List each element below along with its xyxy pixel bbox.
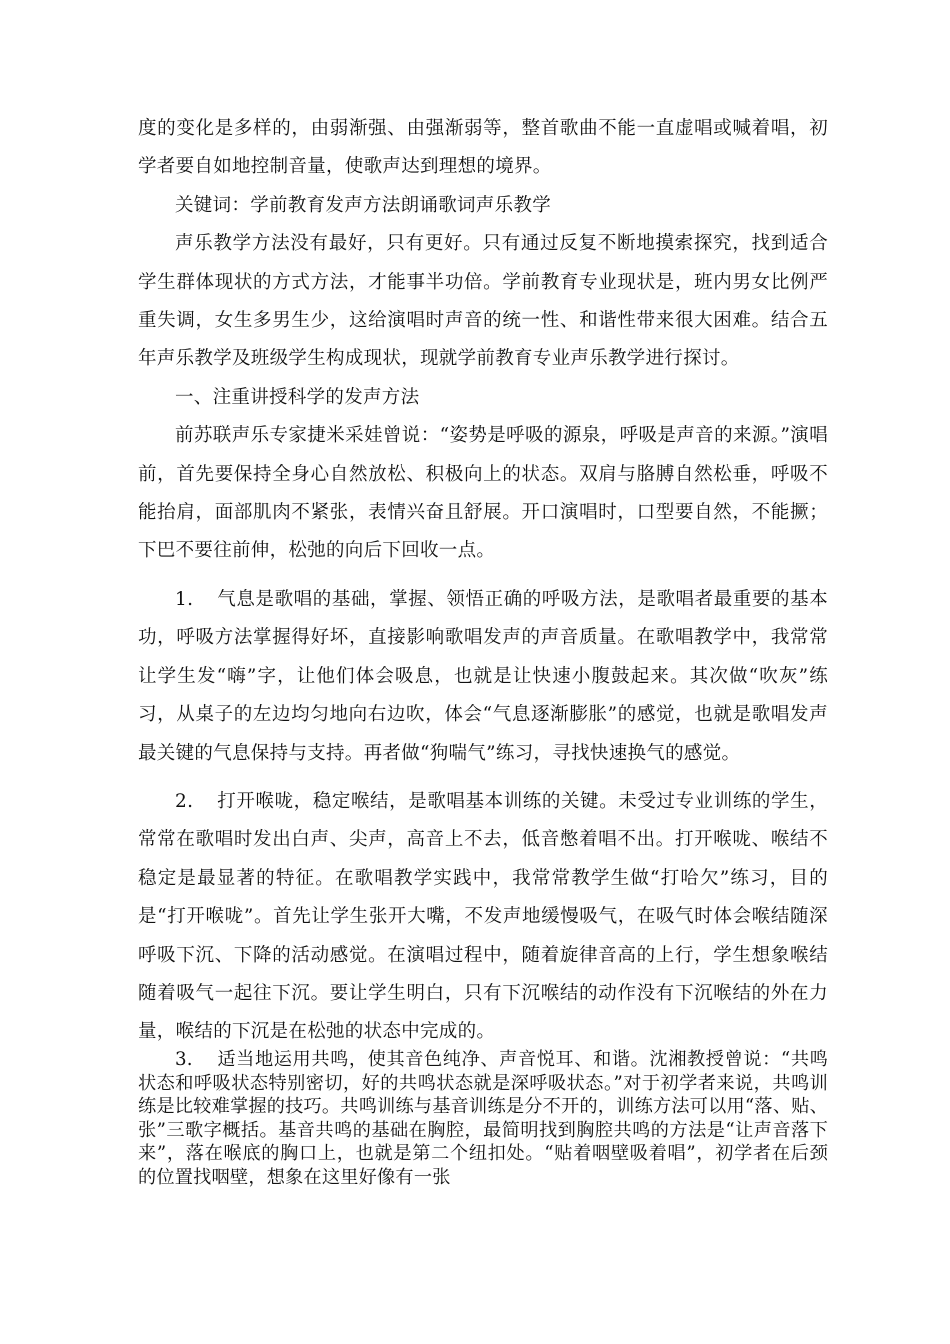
paragraph-intro: 声乐教学方法没有最好，只有更好。只有通过反复不断地摸索探究，找到适合学生群体现状的方式方法，才能事半功倍。学前教育专业现状是，班内男女比例严重失调，女生多男生少，这给演唱时声音的统一性、和谐性带来很大困难。结合五年声乐教学及班级学生构成现状，现就学前教育专业声乐教学进行探讨。 — [138, 233, 828, 370]
body-text — [138, 110, 828, 1052]
keywords-line: 关键词：学前教育发声方法朗诵歌词声乐教学 — [175, 194, 552, 216]
list-item-number: 3. — [175, 1049, 193, 1070]
list-item-resonance — [138, 1048, 828, 1190]
list-item-breathing — [138, 581, 828, 773]
list-item-text: 适当地运用共鸣，使其音色纯净、声音悦耳、和谐。沈湘教授曾说：“共鸣状态和呼吸状态特别密切，好的共鸣状态就是深呼吸状态。”对于初学者来说，共鸣训练是比较难掌握的技巧。共鸣训练与基音训练是分不开的，训练方法可以用“落、贴、张”三歌字概括。基音共鸣的基础在胸腔，最简明找到胸腔共鸣的方法是“让声音落下来”，落在喉底的胸口上，也就是第二个纽扣处。“贴着咽壁吸着唱”，初学者在后颈的位置找咽壁，想象在这里好像有一张 — [138, 1049, 828, 1188]
list-item-throat — [138, 783, 828, 1052]
list-item-number: 1. — [175, 588, 194, 610]
section-heading: 一、注重讲授科学的发声方法 — [175, 386, 420, 408]
list-item-text: 气息是歌唱的基础，掌握、领悟正确的呼吸方法，是歌唱者最重要的基本功，呼吸方法掌握得好坏，直接影响歌唱发声的声音质量。在歌唱教学中，我常常让学生发“嗨”字，让他们体会吸息，也就是让快速小腹鼓起来。其次做“吹灰”练习，从桌子的左边均匀地向右边吹，体会“气息逐渐膨胀”的感觉，也就是歌唱发声最关键的气息保持与支持。再者做“狗喘气”练习，寻找快速换气的感觉。 — [138, 588, 828, 764]
list-item-text: 打开喉咙，稳定喉结，是歌唱基本训练的关键。未受过专业训练的学生，常常在歌唱时发出白声、尖声，高音上不去，低音憋着唱不出。打开喉咙、喉结不稳定是最显著的特征。在歌唱教学实践中，我常常教学生做“打哈欠”练习，目的是“打开喉咙”。首先让学生张开大嘴，不发声地缓慢吸气，在吸气时体会喉结随深呼吸下沉、下降的活动感觉。在演唱过程中，随着旋律音高的上行，学生想象喉结随着吸气一起往下沉。要让学生明白，只有下沉喉结的动作没有下沉喉结的外在力量，喉结的下沉是在松弛的状态中完成的。 — [138, 790, 828, 1043]
paragraph-volume-control: 度的变化是多样的，由弱渐强、由强渐弱等，整首歌曲不能一直虚唱或喊着唱，初学者要自如地控制音量，使歌声达到理想的境界。 — [138, 118, 828, 178]
paragraph-posture: 前苏联声乐专家捷米采娃曾说：“姿势是呼吸的源泉，呼吸是声音的来源。”演唱前，首先要保持全身心自然放松、积极向上的状态。双肩与胳膊自然松垂，呼吸不能抬肩，面部肌肉不紧张，表情兴奋且舒展。开口演唱时，口型要自然，不能撅；下巴不要往前伸，松弛的向后下回收一点。 — [138, 425, 828, 562]
list-item-number: 2. — [175, 790, 194, 812]
body-text-continued — [138, 1048, 828, 1190]
